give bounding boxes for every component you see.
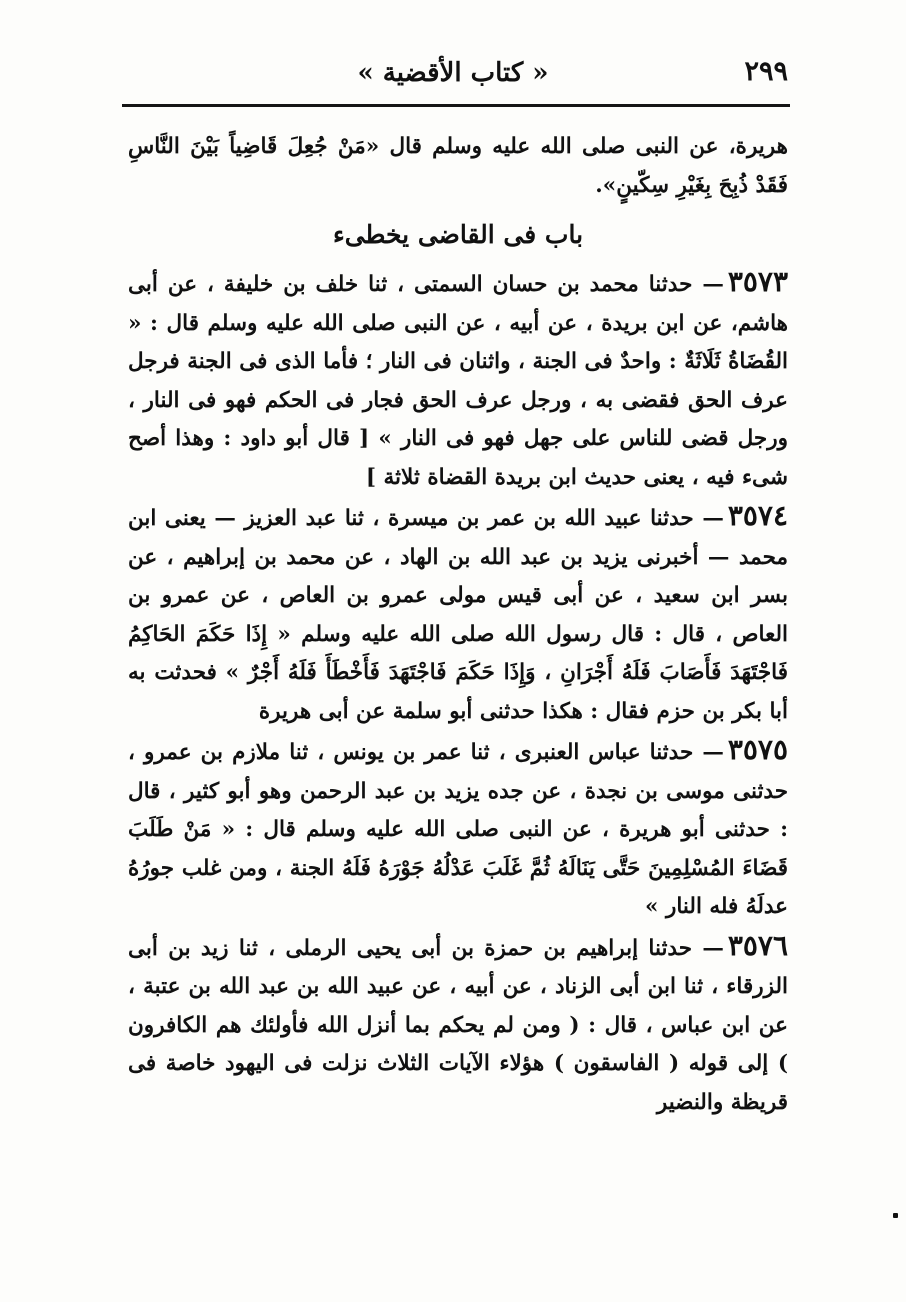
hadith-number: ٣٥٧٤ (727, 499, 788, 532)
hadith-text: — حدثنا محمد بن حسان السمتى ، ثنا خلف بن خليفة ، عن أبى هاشم، عن ابن بريدة ، عن أبيه ، عن النبى صلى الله عليه وسلم قال : « القُضَاةُ ثَلَاثَةٌ : واحدٌ فى الجنة ، واثنان فى النار ؛ فأما الذى فى الجنة فرجل عرف الحق فقضى به ، ورجل عرف الحق فجار فى الحكم فهو فى النار ، ورجل قضى للناس على جهل فهو فى النار » [ قال أبو داود : وهذا أصح شىء فيه ، يعنى حديث ابن بريدة القضاة ثلاثة ] (128, 272, 788, 490)
header-rule (122, 104, 790, 107)
hadith-text: — حدثنا عباس العنبرى ، ثنا عمر بن يونس ، ثنا ملازم بن عمرو ، حدثنى موسى بن نجدة ، عن جده يزيد بن عبد الرحمن وهو أبو كثير ، قال : حدثنى أبو هريرة ، عن النبى صلى الله عليه وسلم قال : « مَنْ طَلَبَ قَضَاءَ المُسْلِمِينَ حَتَّى يَنَالَهُ ثُمَّ غَلَبَ عَدْلُهُ جَوْرَهُ فَلَهُ الجنة ، ومن غلب جورُهُ عدلَهُ فله النار » (128, 740, 788, 919)
chapter-heading: باب فى القاضى يخطىء (332, 220, 584, 249)
hadith-paragraph (128, 927, 788, 1123)
page-header (118, 52, 788, 98)
page-number: ٢٩٩ (744, 56, 788, 87)
hadith-text: — حدثنا إبراهيم بن حمزة بن أبى يحيى الرملى ، ثنا زيد بن أبى الزرقاء ، ثنا ابن أبى الزناد ، عن أبيه ، عن عبيد الله بن عبد الله بن عتبة ، عن ابن عباس ، قال : ( ومن لم يحكم بما أنزل الله فأولئك هم الكافرون ) إلى قوله ( الفاسقون ) هؤلاء الآيات الثلاث نزلت فى اليهود خاصة فى قريظة والنضير (128, 935, 788, 1115)
intro-paragraph: هريرة، عن النبى صلى الله عليه وسلم قال «مَنْ جُعِلَ قَاضِياً بَيْنَ النَّاسِ فَقَدْ ذُبِحَ بِغَيْرِ سِكّينٍ». (128, 134, 788, 198)
running-title: « كتاب الأقضية » (357, 58, 549, 88)
hadith-number: ٣٥٧٣ (727, 265, 788, 298)
hadith-paragraph (128, 263, 788, 497)
hadith-number: ٣٥٧٥ (727, 733, 788, 766)
page-body (128, 128, 788, 1122)
hadith-text: — حدثنا عبيد الله بن عمر بن ميسرة ، ثنا عبد العزيز — يعنى ابن محمد — أخبرنى يزيد بن عبد الله بن الهاد ، عن محمد بن إبراهيم ، عن بسر ابن سعيد ، عن أبى قيس مولى عمرو بن العاص ، عن عمرو بن العاص ، قال : قال رسول الله صلى الله عليه وسلم « إِذَا حَكَمَ الحَاكِمُ فَاجْتَهَدَ فَأَصَابَ فَلَهُ أَجْرَانِ ، وَإِذَا حَكَمَ فَاجْتَهَدَ فَأَخْطَأَ فَلَهُ أَجْرٌ » فحدثت به أبا بكر بن حزم فقال : هكذا حدثنى أبو سلمة عن أبى هريرة (128, 506, 788, 724)
margin-mark (893, 1213, 898, 1218)
hadith-number: ٣٥٧٦ (727, 928, 788, 962)
hadith-paragraph (128, 497, 788, 731)
hadith-paragraph (128, 731, 788, 927)
